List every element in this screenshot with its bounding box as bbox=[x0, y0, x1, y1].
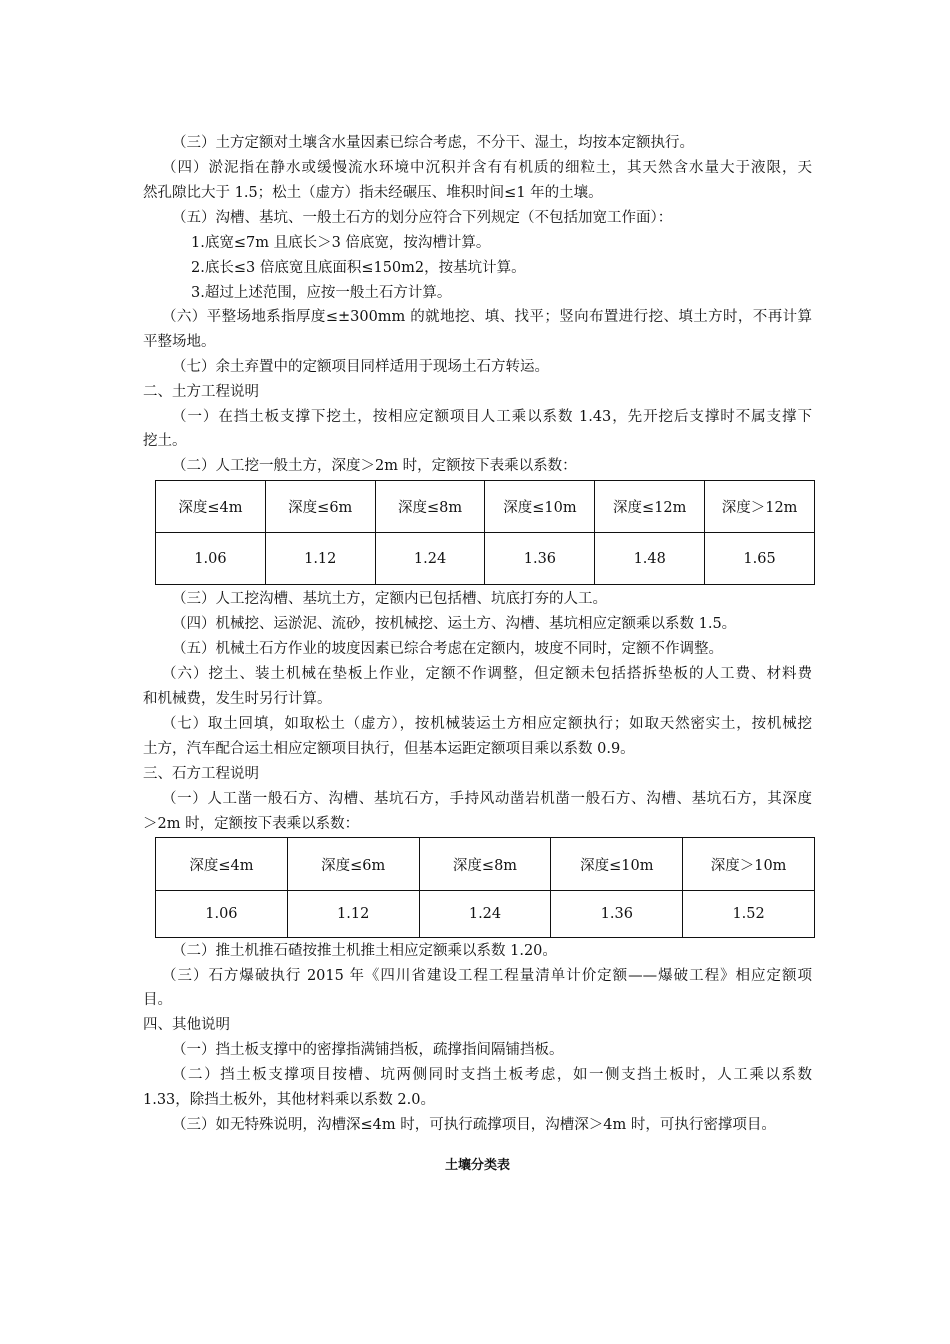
paragraph: （二）推土机推石碴按推土机推土相应定额乘以系数 1.20。 bbox=[172, 943, 557, 959]
table-header-cell: 深度≤4m bbox=[156, 481, 266, 533]
table-title: 土壤分类表 bbox=[445, 1158, 511, 1173]
paragraph: （三）土方定额对土壤含水量因素已综合考虑，不分干、湿土，均按本定额执行。 bbox=[172, 135, 694, 151]
paragraph: （七）余土弃置中的定额项目同样适用于现场土石方转运。 bbox=[172, 359, 549, 375]
paragraph-continuation: 然孔隙比大于 1.5；松土（虚方）指未经碾压、堆积时间≤1 年的土壤。 bbox=[143, 185, 603, 201]
paragraph-continuation: 和机械费，发生时另行计算。 bbox=[143, 691, 332, 707]
table-cell: 1.12 bbox=[265, 533, 375, 585]
list-item: 3.超过上述范围，应按一般土石方计算。 bbox=[191, 285, 452, 301]
paragraph: （一）人工凿一般石方、沟槽、基坑石方，手持风动凿岩机凿一般石方、沟槽、基坑石方，其深度 bbox=[162, 791, 812, 807]
table-cell: 1.06 bbox=[156, 533, 266, 585]
paragraph: （五）机械土石方作业的坡度因素已综合考虑在定额内，坡度不同时，定额不作调整。 bbox=[172, 641, 723, 657]
paragraph: （四）淤泥指在静水或缓慢流水环境中沉积并含有有机质的细粒土，其天然含水量大于液限，天 bbox=[162, 160, 812, 176]
paragraph: （五）沟槽、基坑、一般土石方的划分应符合下列规定（不包括加宽工作面）： bbox=[172, 210, 673, 226]
paragraph: （二）人工挖一般土方，深度＞2m 时，定额按下表乘以系数： bbox=[172, 458, 577, 474]
section-heading: 二、土方工程说明 bbox=[143, 384, 259, 400]
section-heading: 三、石方工程说明 bbox=[143, 766, 259, 782]
paragraph: （七）取土回填，如取松土（虚方），按机械装运土方相应定额执行；如取天然密实土，按机械挖 bbox=[162, 716, 812, 732]
paragraph: （二）挡土板支撑项目按槽、坑两侧同时支挡土板考虑，如一侧支挡土板时，人工乘以系数 bbox=[172, 1067, 812, 1083]
paragraph: （三）石方爆破执行 2015 年《四川省建设工程工程量清单计价定额——爆破工程》相应定额项 bbox=[162, 968, 812, 984]
table-header-cell: 深度≤8m bbox=[375, 481, 485, 533]
table-header-cell: 深度＞12m bbox=[705, 481, 815, 533]
table-header-cell: 深度≤10m bbox=[551, 838, 683, 891]
table-header-row bbox=[156, 838, 815, 891]
paragraph: （三）如无特殊说明，沟槽深≤4m 时，可执行疏撑项目，沟槽深＞4m 时，可执行密撑项目。 bbox=[172, 1117, 776, 1133]
table-header-cell: 深度≤10m bbox=[485, 481, 595, 533]
table-cell: 1.06 bbox=[156, 891, 288, 938]
table-cell: 1.52 bbox=[683, 891, 815, 938]
paragraph-continuation: 挖土。 bbox=[143, 433, 187, 449]
table-header-cell: 深度＞10m bbox=[683, 838, 815, 891]
table-header-cell: 深度≤8m bbox=[419, 838, 551, 891]
depth-coefficient-table-earth bbox=[155, 480, 815, 585]
paragraph-continuation: 目。 bbox=[143, 992, 172, 1008]
table-row bbox=[156, 891, 815, 938]
table-header-row bbox=[156, 481, 815, 533]
paragraph: （一）在挡土板支撑下挖土，按相应定额项目人工乘以系数 1.43，先开挖后支撑时不属支撑下 bbox=[172, 409, 812, 425]
section-heading: 四、其他说明 bbox=[143, 1017, 230, 1033]
paragraph-continuation: 1.33，除挡土板外，其他材料乘以系数 2.0。 bbox=[143, 1092, 435, 1108]
table-header-cell: 深度≤12m bbox=[595, 481, 705, 533]
paragraph-continuation: 平整场地。 bbox=[143, 334, 216, 350]
table-cell: 1.24 bbox=[419, 891, 551, 938]
paragraph: （六）挖土、装土机械在垫板上作业，定额不作调整，但定额未包括搭拆垫板的人工费、材料费 bbox=[162, 666, 812, 682]
paragraph: （四）机械挖、运淤泥、流砂，按机械挖、运土方、沟槽、基坑相应定额乘以系数 1.5。 bbox=[172, 616, 737, 632]
paragraph-continuation: ＞2m 时，定额按下表乘以系数： bbox=[143, 816, 360, 832]
table-cell: 1.24 bbox=[375, 533, 485, 585]
table-cell: 1.48 bbox=[595, 533, 705, 585]
table-header-cell: 深度≤4m bbox=[156, 838, 288, 891]
list-item: 2.底长≤3 倍底宽且底面积≤150m2，按基坑计算。 bbox=[191, 260, 526, 276]
paragraph-continuation: 土方，汽车配合运土相应定额项目执行，但基本运距定额项目乘以系数 0.9。 bbox=[143, 741, 635, 757]
table-cell: 1.36 bbox=[485, 533, 595, 585]
table-header-cell: 深度≤6m bbox=[265, 481, 375, 533]
depth-coefficient-table-rock bbox=[155, 837, 815, 938]
table-cell: 1.65 bbox=[705, 533, 815, 585]
paragraph: （一）挡土板支撑中的密撑指满铺挡板，疏撑指间隔铺挡板。 bbox=[172, 1042, 564, 1058]
paragraph: （六）平整场地系指厚度≤±300mm 的就地挖、填、找平；竖向布置进行挖、填土方时，不再计算 bbox=[162, 309, 812, 325]
list-item: 1.底宽≤7m 且底长＞3 倍底宽，按沟槽计算。 bbox=[191, 235, 491, 251]
table-cell: 1.12 bbox=[287, 891, 419, 938]
table-header-cell: 深度≤6m bbox=[287, 838, 419, 891]
paragraph: （三）人工挖沟槽、基坑土方，定额内已包括槽、坑底打夯的人工。 bbox=[172, 591, 607, 607]
table-row bbox=[156, 533, 815, 585]
table-cell: 1.36 bbox=[551, 891, 683, 938]
